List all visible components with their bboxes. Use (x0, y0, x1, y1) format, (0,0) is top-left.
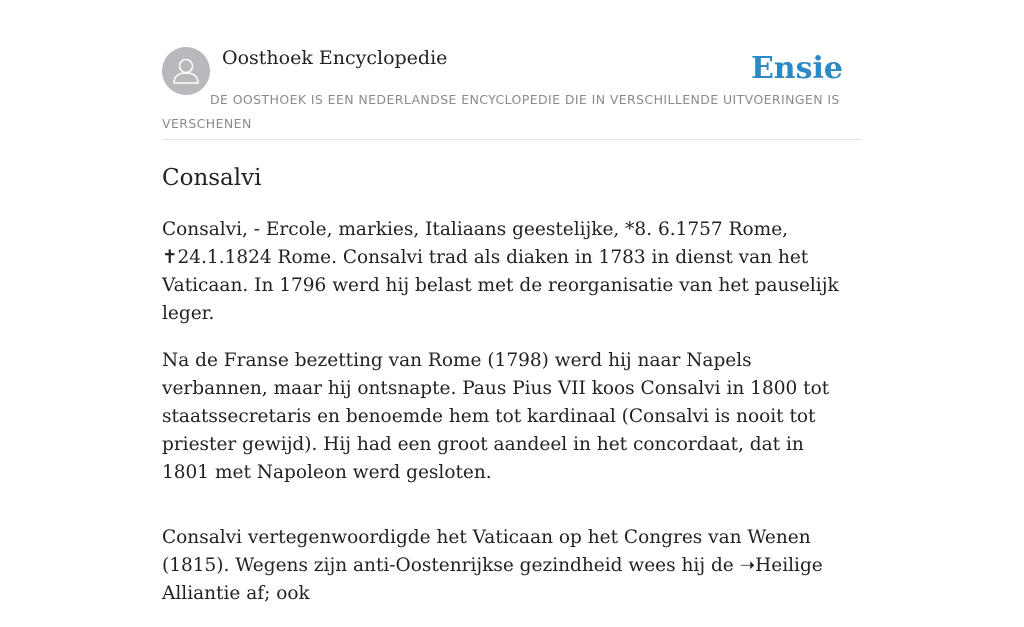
article-body (162, 216, 852, 627)
article-paragraph: Na de Franse bezetting van Rome (1798) werd hij naar Napels verbannen, maar hij ontsnapte. Paus Pius VII koos Consalvi in 1800 tot staatssecretaris en benoemde hem tot kardinaal (Consalvi is nooit tot priester gewijd). Hij had een groot aandeel in het concordaat, dat in 1801 met Napoleon werd gesloten. (162, 350, 830, 483)
cross-reference-link[interactable]: ➝Heilige Alliantie (162, 555, 823, 604)
header-divider (162, 139, 862, 140)
article-paragraph: Consalvi, - Ercole, markies, Italiaans geestelijke, *8. 6.1757 Rome, ✝24.1.1824 Rome. Consalvi trad als diaken in 1783 in dienst van het Vaticaan. In 1796 werd hij belast met de reorganisatie van het pauselijk leger. (162, 219, 839, 324)
article-title: Consalvi (162, 165, 262, 191)
brand-logo[interactable]: Ensie (750, 51, 843, 86)
site-name[interactable]: Oosthoek Encyclopedie (222, 47, 448, 69)
paragraph-text: af; ook (240, 583, 310, 604)
site-tagline: DE OOSTHOEK IS EEN NEDERLANDSE ENCYCLOPEDIE DIE IN VERSCHILLENDE UITVOERINGEN IS VERSCHENEN (162, 92, 840, 131)
paragraph-text: Consalvi vertegenwoordigde het Vaticaan op het Congres van Wenen (1815). Wegens zijn anti-Oostenrijkse gezindheid wees hij de (162, 527, 811, 576)
article-paragraph (162, 524, 852, 608)
